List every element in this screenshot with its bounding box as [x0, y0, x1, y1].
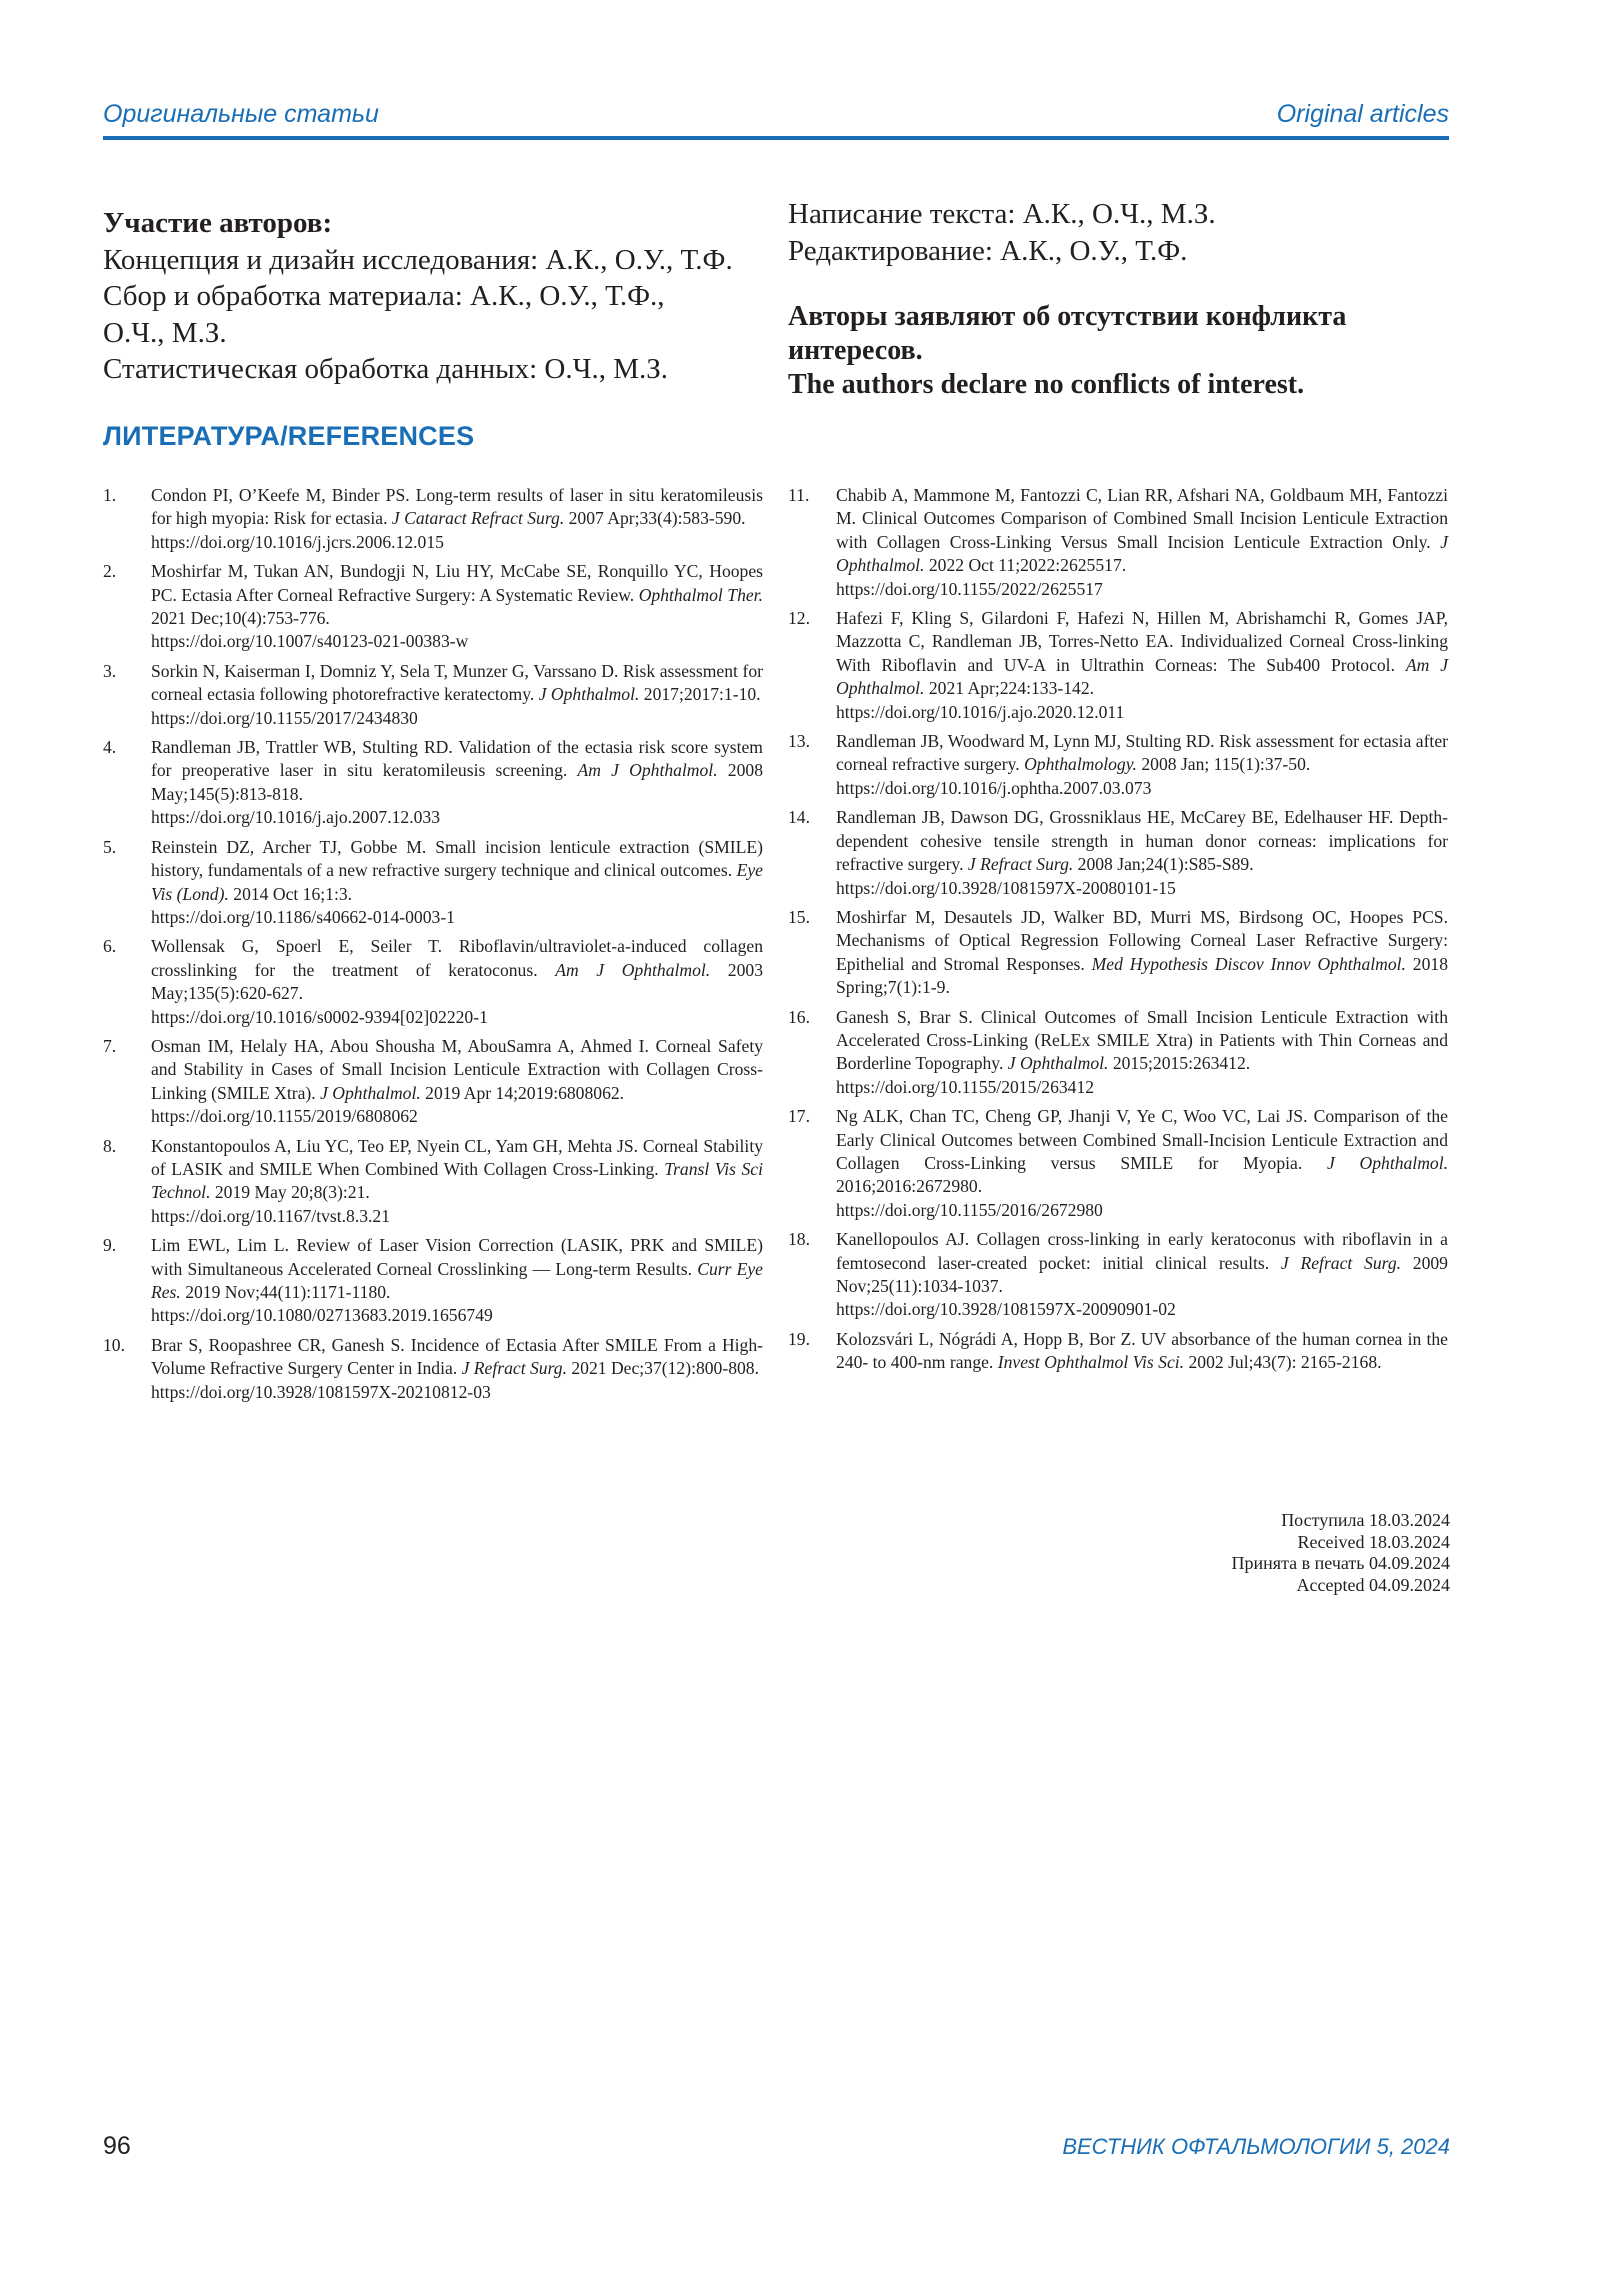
reference-citation: 2008 May;145(5):813-818. [151, 760, 763, 804]
reference-citation: 2016;2016:2672980. [836, 1176, 983, 1197]
reference-journal: Eye Vis (Lond). [151, 860, 763, 904]
reference-doi-link[interactable]: https://doi.org/10.1155/2016/2672980 [836, 1199, 1103, 1220]
contribution-line: Сбор и обработка материала: А.К., О.У., Т.Ф., [103, 280, 665, 312]
reference-number: 9. [103, 1235, 117, 1256]
reference-journal: J Cataract Refract Surg. [391, 508, 565, 529]
declaration-en: The authors declare no conflicts of interest. [788, 369, 1305, 400]
reference-number: 7. [103, 1035, 117, 1056]
reference-doi-link[interactable]: https://doi.org/10.1186/s40662-014-0003-1 [151, 906, 455, 927]
reference-item [103, 1035, 763, 1129]
reference-number: 11. [788, 485, 810, 505]
reference-number: 6. [103, 936, 117, 957]
reference-citation: 2021 Apr;224:133-142. [924, 678, 1095, 699]
reference-item [103, 1135, 763, 1229]
reference-item [103, 836, 763, 930]
reference-text: Randleman JB, Trattler WB, Stulting RD. Validation of the ectasia risk score system for preoperative laser in situ keratomileusis screening. [151, 737, 763, 781]
reference-journal: J Refract Surg. [1280, 1252, 1402, 1273]
reference-item [788, 730, 1448, 800]
reference-number: 2. [103, 561, 117, 582]
reference-number: 3. [103, 660, 117, 681]
page-number: 96 [103, 2132, 131, 2160]
reference-journal: Transl Vis Sci Technol. [151, 1158, 763, 1203]
reference-text: Ng ALK, Chan TC, Cheng GP, Jhanji V, Ye C, Woo VC, Lai JS. Comparison of the Early Clinical Outcomes between Combined Small-Incision Lenticule Extraction and Collagen Cross-Linking versus SMILE for Myopia. [836, 1106, 1448, 1173]
journal-name: ВЕСТНИК ОФТАЛЬМОЛОГИИ 5, 2024 [1062, 2134, 1450, 2159]
reference-text: Chabib A, Mammone M, Fantozzi C, Lian RR, Afshari NA, Goldbaum MH, Fantozzi M. Clinical Outcomes Comparison of Combined Small Incision Lenticule Extraction with Collagen Cross-Linking Versus Small Incision Lenticule Extraction Only. [836, 485, 1448, 552]
reference-citation: 2008 Jan;24(1):S85-S89. [1073, 854, 1254, 875]
reference-doi-link[interactable]: https://doi.org/10.3928/1081597X-20080101-15 [836, 877, 1176, 898]
reference-text: Condon PI, O’Keefe M, Binder PS. Long-term results of laser in situ keratomileusis for high myopia: Risk for ectasia. [151, 485, 763, 529]
reference-text: Osman IM, Helaly HA, Abou Shousha M, AbouSamra A, Ahmed I. Corneal Safety and Stability in Cases of Small Incision Lenticule Extraction with Collagen Cross-Linking (SMILE Xtra). [151, 1035, 763, 1103]
reference-citation: 2008 Jan; 115(1):37-50. [1136, 754, 1311, 775]
reference-number: 8. [103, 1135, 117, 1156]
reference-number: 1. [103, 485, 117, 505]
reference-citation: 2019 Nov;44(11):1171-1180. [180, 1282, 391, 1302]
submission-dates [1232, 1510, 1450, 1596]
contribution-line: Статистическая обработка данных: О.Ч., М.З. [103, 353, 669, 385]
contribution-line: Концепция и дизайн исследования: А.К., О.У., Т.Ф. [103, 243, 733, 276]
reference-doi-link[interactable]: https://doi.org/10.3928/1081597X-20210812-03 [151, 1381, 491, 1402]
reference-citation: 2018 Spring;7(1):1-9. [836, 953, 1448, 998]
date-line: Поступила 18.03.2024 [1281, 1510, 1450, 1530]
section-label-en: Original articles [1276, 100, 1449, 128]
reference-journal: Med Hypothesis Discov Innov Ophthalmol. [1091, 953, 1406, 974]
reference-citation: 2009 Nov;25(11):1034-1037. [836, 1252, 1448, 1296]
reference-number: 13. [788, 731, 810, 752]
reference-doi-link[interactable]: https://doi.org/10.1016/s0002-9394[02]02220-1 [151, 1006, 488, 1027]
date-line: Received 18.03.2024 [1297, 1531, 1450, 1552]
references-list-left [103, 484, 763, 1410]
reference-journal: Ophthalmol Ther. [638, 584, 763, 605]
date-line: Принята в печать 04.09.2024 [1231, 1553, 1450, 1573]
contribution-line: О.Ч., М.З. [103, 316, 227, 349]
reference-citation: 2003 May;135(5):620-627. [151, 959, 763, 1004]
reference-journal: J Ophthalmol. [1326, 1152, 1448, 1173]
author-contributions [103, 205, 783, 388]
reference-text: Randleman JB, Woodward M, Lynn MJ, Stulting RD. Risk assessment for ectasia after corneal refractive surgery. [836, 731, 1448, 775]
reference-doi-link[interactable]: https://doi.org/10.1155/2017/2434830 [151, 707, 418, 728]
reference-journal: J Refract Surg. [461, 1358, 567, 1379]
reference-journal: Curr Eye Res. [151, 1258, 763, 1302]
reference-citation: 2015;2015:263412. [1108, 1053, 1251, 1074]
reference-citation: 2007 Apr;33(4):583-590. [564, 508, 746, 529]
reference-doi-link[interactable]: https://doi.org/10.1155/2015/263412 [836, 1076, 1095, 1097]
reference-item [103, 736, 763, 830]
reference-item [788, 1006, 1448, 1100]
reference-doi-link[interactable]: https://doi.org/10.1016/j.ajo.2020.12.011 [836, 701, 1125, 722]
reference-item [103, 484, 763, 554]
reference-text: Randleman JB, Dawson DG, Grossniklaus HE, McCarey BE, Edelhauser HF. Depth-dependent cohesive tensile strength in human donor corneas: implications for refractive surgery. [836, 807, 1448, 875]
reference-number: 14. [788, 807, 810, 828]
section-label: Оригинальные статьи [103, 100, 379, 128]
reference-item [103, 935, 763, 1029]
reference-item [788, 484, 1448, 601]
reference-doi-link[interactable]: https://doi.org/10.3928/1081597X-20090901-02 [836, 1299, 1176, 1320]
reference-number: 16. [788, 1006, 810, 1027]
date-line: Accepted 04.09.2024 [1296, 1574, 1450, 1595]
reference-doi-link[interactable]: https://doi.org/10.1007/s40123-021-00383-w [151, 631, 469, 652]
reference-citation: 2022 Oct 11;2022:2625517. [924, 555, 1127, 576]
reference-item [103, 1334, 763, 1404]
reference-text: Moshirfar M, Tukan AN, Bundogji N, Liu HY, McCabe SE, Ronquillo YC, Hoopes PC. Ectasia After Corneal Refractive Surgery: A Systematic Review. [151, 561, 763, 605]
declaration-ru: Авторы заявляют об отсутствии конфликта интересов. [788, 301, 1347, 366]
reference-journal: Ophthalmology. [1024, 754, 1137, 775]
reference-number: 10. [103, 1334, 125, 1355]
reference-doi-link[interactable]: https://doi.org/10.1016/j.jcrs.2006.12.015 [151, 531, 444, 552]
reference-number: 12. [788, 608, 810, 629]
reference-item [788, 906, 1448, 1000]
reference-text: Lim EWL, Lim L. Review of Laser Vision Correction (LASIK, PRK and SMILE) with Simultaneous Accelerated Corneal Crosslinking — Long-term Results. [151, 1235, 763, 1279]
reference-doi-link[interactable]: https://doi.org/10.1155/2019/6808062 [151, 1106, 418, 1127]
running-header [103, 98, 1449, 140]
reference-citation: 2002 Jul;43(7): 2165-2168. [1184, 1352, 1382, 1373]
reference-number: 18. [788, 1229, 810, 1250]
reference-doi-link[interactable]: https://doi.org/10.1167/tvst.8.3.21 [151, 1205, 391, 1226]
reference-text: Wollensak G, Spoerl E, Seiler T. Riboflavin/ultraviolet-a-induced collagen crosslinking for the treatment of keratoconus. [151, 936, 763, 980]
reference-text: Reinstein DZ, Archer TJ, Gobbe M. Small incision lenticule extraction (SMILE) history, fundamentals of a new refractive surgery technique and clinical outcomes. [151, 836, 763, 881]
author-contributions-right [788, 196, 1458, 269]
reference-journal: Am J Ophthalmol. [577, 760, 718, 781]
reference-item [788, 607, 1448, 724]
reference-item [103, 660, 763, 730]
reference-text: Ganesh S, Brar S. Clinical Outcomes of Small Incision Lenticule Extraction with Accelerated Cross-Linking (ReLEx SMILE Xtra) in Patients with Thin Corneas and Borderline Topography. [836, 1006, 1448, 1074]
reference-journal: Am J Ophthalmol. [836, 654, 1448, 699]
reference-journal: Invest Ophthalmol Vis Sci. [997, 1352, 1185, 1373]
reference-journal: J Ophthalmol. [836, 531, 1448, 576]
reference-text: Brar S, Roopashree CR, Ganesh S. Incidence of Ectasia After SMILE From a High-Volume Refractive Surgery Center in India. [151, 1334, 763, 1379]
reference-item [788, 1105, 1448, 1222]
contribution-line: Написание текста: А.К., О.Ч., М.З. [788, 198, 1216, 230]
reference-number: 5. [103, 836, 117, 857]
reference-text: Hafezi F, Kling S, Gilardoni F, Hafezi N, Hillen M, Abrishamchi R, Gomes JAP, Mazzotta C, Randleman JB, Torres-Netto EA. Individualized Corneal Cross-linking With Riboflavin and UV-A in Ultrathin Corneas: The Sub400 Protocol. [836, 608, 1448, 675]
references-heading: ЛИТЕРАТУРА/REFERENCES [103, 421, 475, 451]
reference-citation: 2021 Dec;37(12):800-808. [566, 1358, 759, 1379]
reference-journal: J Ophthalmol. [320, 1082, 421, 1103]
reference-number: 19. [788, 1328, 810, 1349]
reference-text: Konstantopoulos A, Liu YC, Teo EP, Nyein CL, Yam GH, Mehta JS. Corneal Stability of LASIK and SMILE When Combined With Collagen Cross-Linking. [151, 1135, 763, 1179]
contribution-line: Редактирование: А.К., О.У., Т.Ф. [788, 234, 1188, 267]
reference-text: Kanellopoulos AJ. Collagen cross-linking in early keratoconus with riboflavin in a femtosecond laser-created pocket: initial clinical results. [836, 1229, 1448, 1273]
reference-item [788, 1228, 1448, 1322]
reference-citation: 2019 May 20;8(3):21. [210, 1182, 370, 1203]
reference-item [103, 560, 763, 654]
reference-journal: J Refract Surg. [967, 854, 1074, 875]
reference-journal: J Ophthalmol. [1007, 1053, 1109, 1074]
reference-number: 17. [788, 1106, 810, 1127]
reference-doi-link[interactable]: https://doi.org/10.1155/2022/2625517 [836, 578, 1103, 599]
reference-item [788, 1328, 1448, 1375]
reference-journal: J Ophthalmol. [538, 684, 640, 705]
references-list-right [788, 484, 1448, 1381]
reference-item [103, 1234, 763, 1328]
reference-item [788, 806, 1448, 900]
reference-doi-link[interactable]: https://doi.org/10.1016/j.ajo.2007.12.033 [151, 807, 440, 828]
reference-doi-link[interactable]: https://doi.org/10.1016/j.ophtha.2007.03.073 [836, 777, 1152, 798]
reference-number: 4. [103, 737, 117, 758]
reference-number: 15. [788, 906, 810, 927]
reference-citation: 2017;2017:1-10. [639, 684, 761, 705]
reference-doi-link[interactable]: https://doi.org/10.1080/02713683.2019.1656749 [151, 1305, 493, 1326]
contributions-label: Участие авторов: [103, 207, 333, 239]
reference-citation: 2019 Apr 14;2019:6808062. [420, 1082, 625, 1103]
reference-citation: 2014 Oct 16;1:3. [228, 883, 353, 904]
reference-citation: 2021 Dec;10(4):753-776. [151, 608, 330, 629]
reference-text: Sorkin N, Kaiserman I, Domniz Y, Sela T, Munzer G, Varssano D. Risk assessment for corneal ectasia following photorefractive keratectomy. [151, 660, 763, 705]
reference-journal: Am J Ophthalmol. [555, 959, 711, 980]
conflict-declaration [788, 300, 1458, 402]
reference-text: Kolozsvári L, Nógrádi A, Hopp B, Bor Z. UV absorbance of the human cornea in the 240- to 400-nm range. [836, 1328, 1448, 1373]
reference-text: Moshirfar M, Desautels JD, Walker BD, Murri MS, Birdsong OC, Hoopes PCS. Mechanisms of Optical Regression Following Corneal Laser Refractive Surgery: Epithelial and Stromal Responses. [836, 906, 1448, 974]
